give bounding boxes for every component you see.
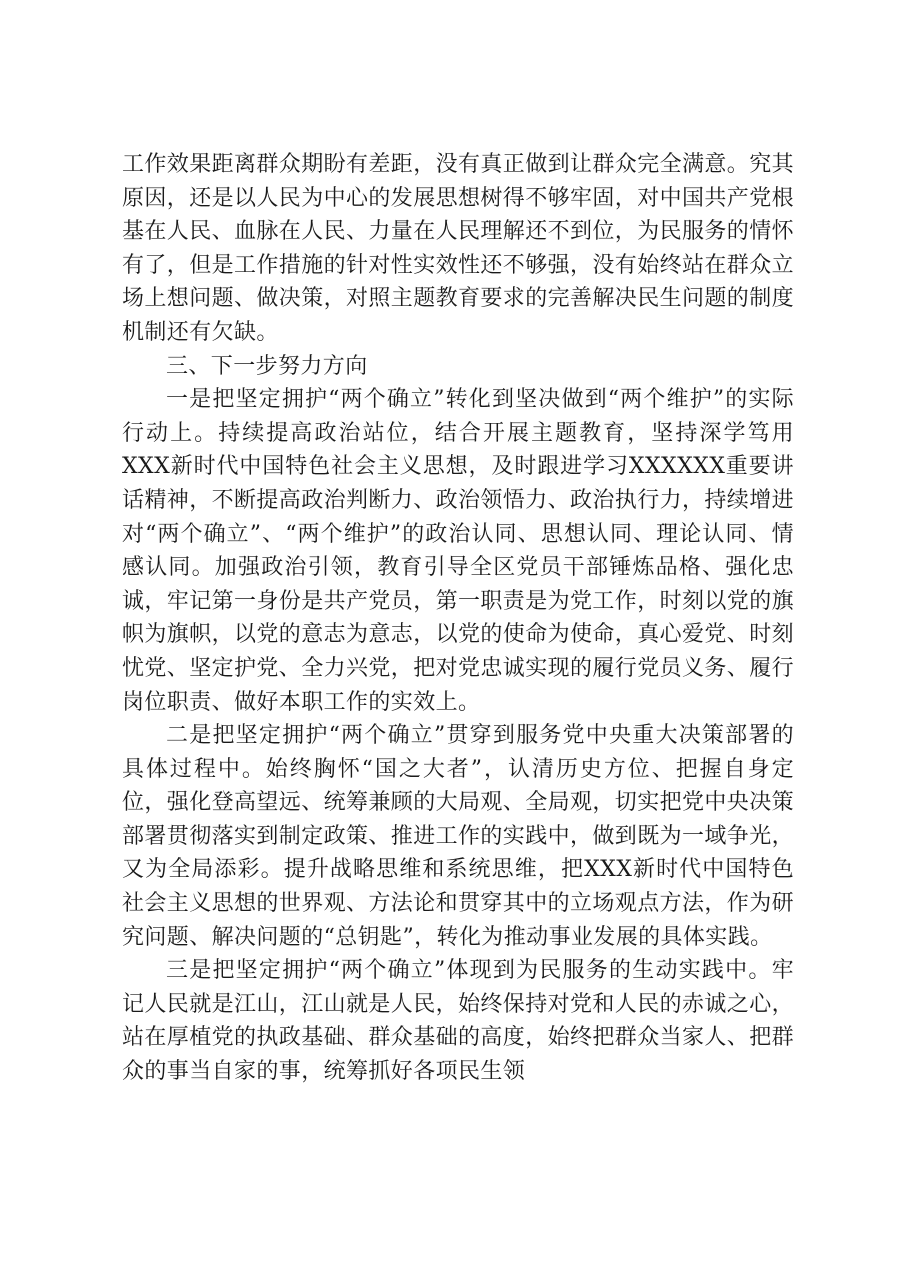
paragraph-point-three: 三是把坚定拥护“两个确立”体现到为民服务的生动实践中。牢记人民就是江山，江山就是人民，始终保持对党和人民的赤诚之心，站在厚植党的执政基础、群众基础的高度，始终把群众当家人、把群众的事当自家的事，统筹抓好各项民生领 xyxy=(122,958,795,1085)
paragraph-point-two: 二是把坚定拥护“两个确立”贯穿到服务党中央重大决策部署的具体过程中。始终胸怀“国之大者”，认清历史方位、把握自身定位，强化登高望远、统筹兼顾的大局观、全局观，切实把党中央决策部署贯彻落实到制定政策、推进工作的实践中，做到既为一域争光，又为全局添彩。提升战略思维和系统思维，把XXX新时代中国特色社会主义思想的世界观、方法论和贯穿其中的立场观点方法，作为研究问题、解决问题的“总钥匙”，转化为推动事业发展的具体实践。 xyxy=(122,723,795,950)
document-body xyxy=(122,148,794,1089)
section-heading: 三、下一步努力方向 xyxy=(166,353,368,379)
paragraph-continuation: 工作效果距离群众期盼有差距，没有真正做到让群众完全满意。究其原因，还是以人民为中心的发展思想树得不够牢固，对中国共产党根基在人民、血脉在人民、力量在人民理解还不到位，为民服务的情怀有了，但是工作措施的针对性实效性还不够强，没有始终站在群众立场上想问题、做决策，对照主题教育要求的完善解决民生问题的制度机制还有欠缺。 xyxy=(122,152,795,345)
paragraph-point-one: 一是把坚定拥护“两个确立”转化到坚决做到“两个维护”的实际行动上。持续提高政治站位，结合开展主题教育，坚持深学笃用XXX新时代中国特色社会主义思想，及时跟进学习XXXXXX重要讲话精神，不断提高政治判断力、政治领悟力、政治执行力，持续增进对“两个确立”、“两个维护”的政治认同、思想认同、理论认同、情感认同。加强政治引领，教育引导全区党员干部锤炼品格、强化忠诚，牢记第一身份是共产党员，第一职责是为党工作，时刻以党的旗帜为旗帜，以党的意志为意志，以党的使命为使命，真心爱党、时刻忧党、坚定护党、全力兴党，把对党忠诚实现的履行党员义务、履行岗位职责、做好本职工作的实效上。 xyxy=(122,387,795,715)
